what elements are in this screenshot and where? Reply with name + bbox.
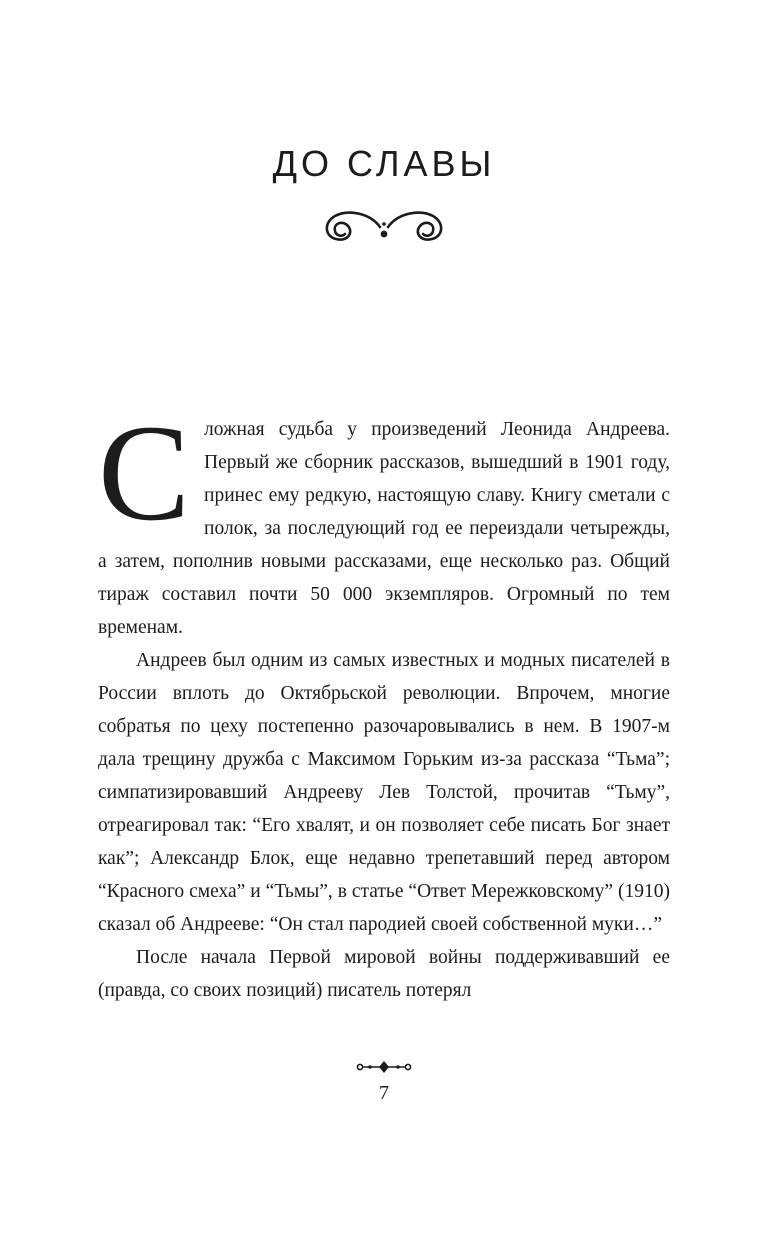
chapter-title: ДО СЛАВЫ	[272, 143, 496, 184]
paragraph-1-text: ложная судьба у произведений Леонида Андреева. Первый же сборник рассказов, вышедший в 1901 году, принес ему редкую, настоящую славу. Книгу сметали с полок, за последующий год ее переиздали четырежды, а затем, пополнив новыми рассказами, еще несколько раз. Общий тираж составил почти 50 000 экземпляров. Огромный по тем временам.	[98, 419, 670, 638]
divider-ornament-icon	[356, 1060, 412, 1074]
paragraph-1	[98, 396, 670, 644]
page-number: 7	[379, 1082, 389, 1104]
scroll-flourish-icon	[318, 207, 450, 245]
paragraph-2: Андреев был одним из самых известных и модных писателей в России вплоть до Октябрьской революции. Впрочем, многие собратья по цеху постепенно разочаровывались в нем. В 1907-м дала трещину дружба с Максимом Горьким из-за рассказа “Тьма”; симпатизировавший Андрееву Лев Толстой, прочитав “Тьму”, отреагировал так: “Его хвалят, и он позволяет себе писать Бог знает как”; Александр Блок, еще недавно трепетавший перед автором “Красного смеха” и “Тьмы”, в статье “Ответ Мережковскому” (1910) сказал об Андрееве: “Он стал пародией своей собственной муки…”	[98, 650, 670, 935]
paragraph-3: После начала Первой мировой войны поддерживавший ее (правда, со своих позиций) писатель потерял	[98, 947, 670, 1001]
page-footer	[0, 1060, 768, 1105]
drop-cap: С	[98, 396, 191, 549]
body-text	[98, 396, 670, 1007]
